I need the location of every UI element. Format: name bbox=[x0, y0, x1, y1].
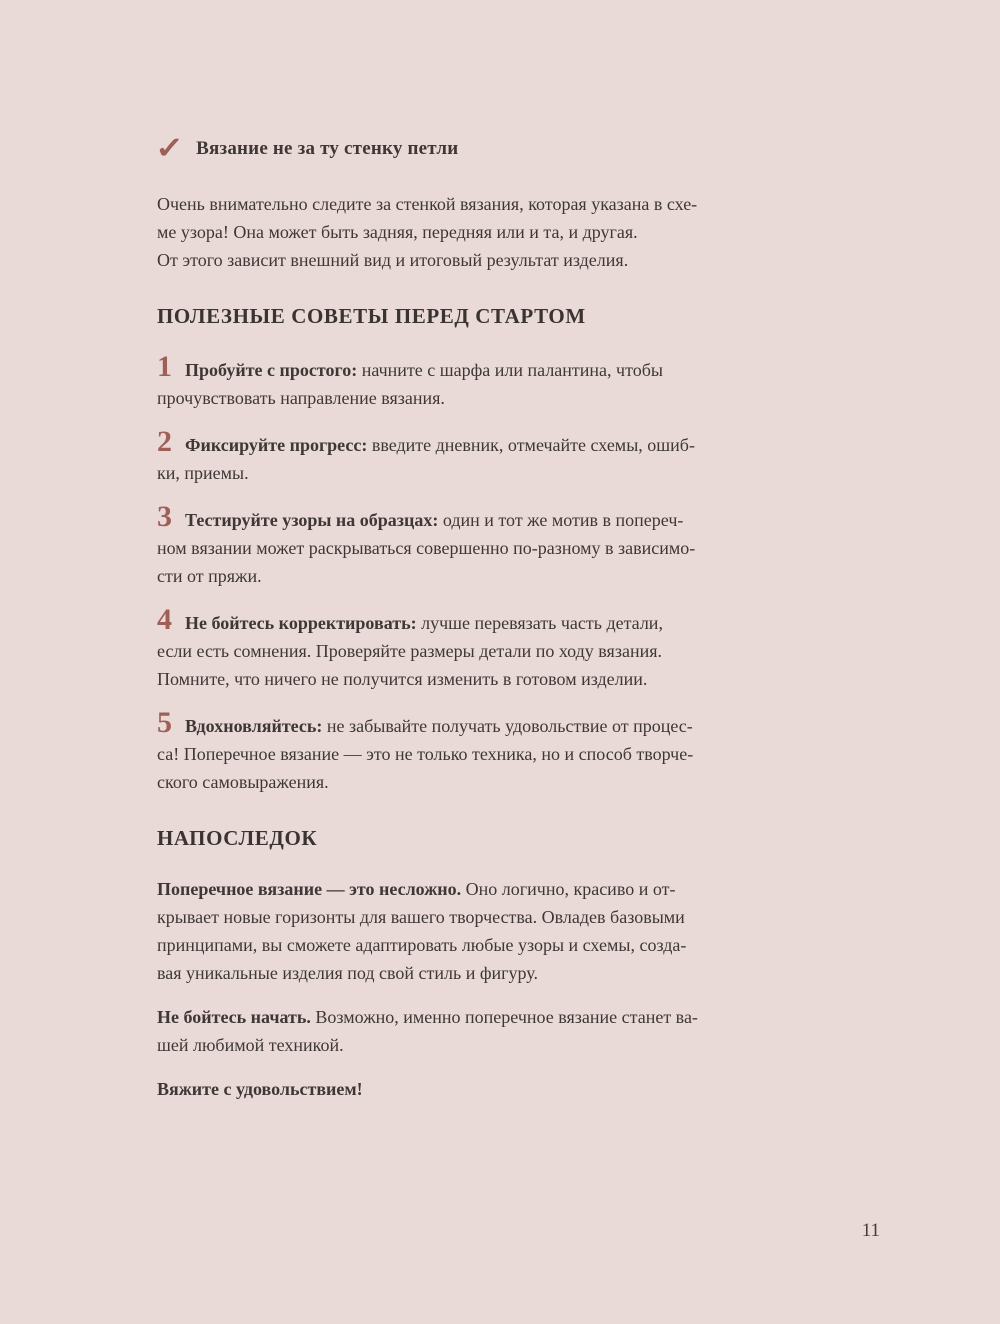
tip-item bbox=[157, 425, 843, 487]
paragraph bbox=[157, 1003, 843, 1059]
check-heading-title: Вязание не за ту стенку петли bbox=[196, 138, 459, 159]
text-line: принципами, вы сможете адаптировать любые узоры и схемы, созда- bbox=[157, 935, 687, 955]
tip-item bbox=[157, 350, 843, 412]
text-line: ки, приемы. bbox=[157, 463, 249, 483]
section-title: НАПОСЛЕДОК bbox=[157, 826, 318, 850]
text-line: 5 Вдохновляйтесь: не забывайте получать удовольствие от процес- bbox=[157, 706, 693, 739]
page-content bbox=[157, 134, 843, 1103]
text-line: Вяжите с удовольствием! bbox=[157, 1079, 363, 1099]
text-line: Очень внимательно следите за стенкой вязания, которая указана в схе- bbox=[157, 194, 698, 214]
tip-number: 4 bbox=[157, 603, 172, 636]
text-line: сти от пряжи. bbox=[157, 566, 262, 586]
text-line: Не бойтесь начать. Возможно, именно поперечное вязание станет ва- bbox=[157, 1007, 698, 1027]
text-line: 3 Тестируйте узоры на образцах: один и тот же мотив в попереч- bbox=[157, 500, 684, 533]
checkmark-icon: ✓ bbox=[155, 132, 185, 165]
text-line: ме узора! Она может быть задняя, передняя или и та, и другая. bbox=[157, 222, 638, 242]
tip-item bbox=[157, 500, 843, 590]
text-line: От этого зависит внешний вид и итоговый результат изделия. bbox=[157, 250, 629, 270]
text-line: прочувствовать направление вязания. bbox=[157, 388, 445, 408]
text-line: крывает новые горизонты для вашего творчества. Овладев базовыми bbox=[157, 907, 685, 927]
paragraph bbox=[157, 875, 843, 987]
text-line: 4 Не бойтесь корректировать: лучше перевязать часть детали, bbox=[157, 603, 663, 636]
tip-number: 2 bbox=[157, 425, 172, 458]
text-line: 2 Фиксируйте прогресс: введите дневник, отмечайте схемы, ошиб- bbox=[157, 425, 695, 458]
check-heading bbox=[157, 134, 843, 164]
text-line: Поперечное вязание — это несложно. Оно логично, красиво и от- bbox=[157, 879, 676, 899]
text-line: вая уникальные изделия под свой стиль и фигуру. bbox=[157, 963, 539, 983]
page-number: 11 bbox=[861, 1220, 880, 1241]
text-line: шей любимой техникой. bbox=[157, 1035, 344, 1055]
text-line: если есть сомнения. Проверяйте размеры детали по ходу вязания. bbox=[157, 641, 662, 661]
text-line: Помните, что ничего не получится изменить в готовом изделии. bbox=[157, 669, 648, 689]
text-line: ном вязании может раскрываться совершенно по-разному в зависимо- bbox=[157, 538, 696, 558]
paragraph bbox=[157, 1075, 843, 1103]
tip-item bbox=[157, 706, 843, 796]
tip-number: 3 bbox=[157, 500, 172, 533]
text-line: 1 Пробуйте с простого: начните с шарфа или палантина, чтобы bbox=[157, 350, 663, 383]
text-line: са! Поперечное вязание — это не только техника, но и способ творче- bbox=[157, 744, 694, 764]
tip-number: 1 bbox=[157, 350, 172, 383]
tip-number: 5 bbox=[157, 706, 172, 739]
section-title: ПОЛЕЗНЫЕ СОВЕТЫ ПЕРЕД СТАРТОМ bbox=[157, 304, 586, 328]
tip-item bbox=[157, 603, 843, 693]
paragraph bbox=[157, 190, 843, 274]
text-line: ского самовыражения. bbox=[157, 772, 329, 792]
